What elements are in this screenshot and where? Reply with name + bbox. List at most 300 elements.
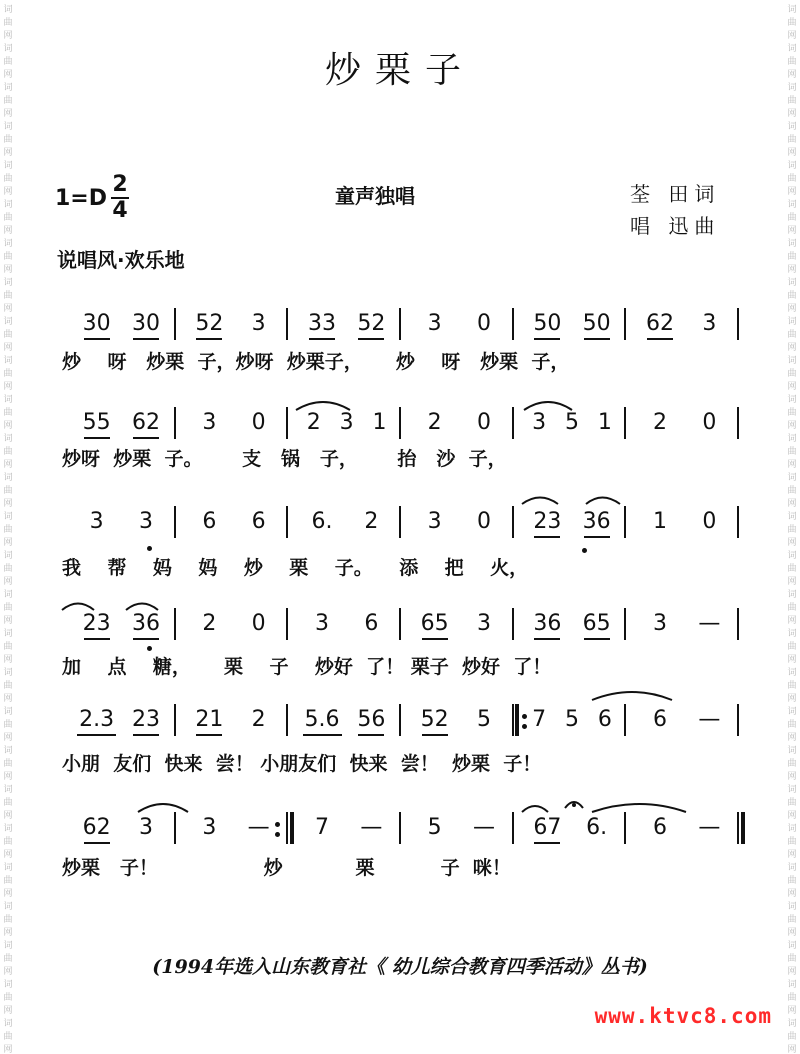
watermark-glyph: 网 xyxy=(787,772,797,782)
bar-line xyxy=(737,506,739,538)
bar-line xyxy=(174,608,176,640)
eighth-beam xyxy=(358,734,384,736)
note: 2 xyxy=(427,410,442,435)
watermark-glyph: 网 xyxy=(787,1045,797,1054)
watermark-glyph: 网 xyxy=(787,694,797,704)
bar-line xyxy=(737,407,739,439)
watermark-glyph: 网 xyxy=(3,460,13,470)
note: 2 xyxy=(306,410,321,435)
repeat-start-bar xyxy=(515,704,519,736)
watermark-glyph: 曲 xyxy=(787,213,797,223)
watermark-glyph: 曲 xyxy=(3,135,13,145)
eighth-beam xyxy=(303,734,342,736)
watermark-glyph: 曲 xyxy=(787,135,797,145)
note: 3 xyxy=(653,611,667,636)
watermark-glyph: 曲 xyxy=(787,681,797,691)
note: 33 xyxy=(308,311,336,336)
watermark-glyph: 词 xyxy=(787,200,797,210)
watermark-glyph: 曲 xyxy=(787,720,797,730)
watermark-glyph: 曲 xyxy=(787,18,797,28)
note: 0 xyxy=(477,311,491,336)
note: 5.6 xyxy=(304,707,340,732)
dash: — xyxy=(698,707,721,732)
dash: — xyxy=(247,815,270,840)
watermark-glyph: 词 xyxy=(3,122,13,132)
lyrics-line-4: 加 点 糖， 栗 子 炒好 了！ 栗子 炒好 了！ xyxy=(62,656,552,678)
slur xyxy=(592,804,686,812)
watermark-glyph: 曲 xyxy=(3,174,13,184)
watermark-glyph: 词 xyxy=(3,44,13,54)
fermata-dot xyxy=(572,803,576,807)
eighth-beam xyxy=(309,338,335,340)
note: 62 xyxy=(82,815,111,840)
watermark-glyph: 网 xyxy=(3,889,13,899)
watermark-glyph: 曲 xyxy=(3,798,13,808)
watermark-glyph: 曲 xyxy=(3,330,13,340)
note: 6 xyxy=(653,707,667,732)
dash: — xyxy=(360,815,383,840)
watermark-glyph: 词 xyxy=(3,746,13,756)
watermark-glyph: 词 xyxy=(787,5,797,15)
watermark-glyph: 词 xyxy=(787,278,797,288)
watermark-glyph: 网 xyxy=(3,109,13,119)
note: 62 xyxy=(132,410,160,435)
eighth-beam xyxy=(584,536,610,538)
watermark-glyph: 曲 xyxy=(787,174,797,184)
note: 3 xyxy=(477,611,491,636)
key-signature xyxy=(55,168,129,228)
bar-line xyxy=(286,407,288,439)
note: 36 xyxy=(582,509,611,534)
eighth-beam xyxy=(133,338,159,340)
note: 21 xyxy=(195,707,224,732)
note: 52 xyxy=(195,311,224,336)
watermark-glyph: 网 xyxy=(3,1045,13,1054)
note: 1 xyxy=(372,410,387,435)
eighth-beam xyxy=(77,734,116,736)
watermark-glyph: 曲 xyxy=(3,369,13,379)
song-title: 炒栗子 xyxy=(324,50,475,91)
watermark-glyph: 网 xyxy=(3,148,13,158)
watermark-glyph: 词 xyxy=(787,434,797,444)
bar-line xyxy=(399,506,401,538)
watermark-glyph: 网 xyxy=(3,616,13,626)
note: 3 xyxy=(532,410,547,435)
watermark-glyph: 网 xyxy=(787,109,797,119)
watermark-glyph: 曲 xyxy=(787,564,797,574)
watermark-glyph: 网 xyxy=(787,1006,797,1016)
watermark-glyph: 网 xyxy=(3,382,13,392)
time-numerator: 2 xyxy=(112,172,128,197)
note: 0 xyxy=(702,410,717,435)
watermark-glyph: 网 xyxy=(787,538,797,548)
watermark-glyph: 曲 xyxy=(3,291,13,301)
eighth-beam xyxy=(534,338,560,340)
note: 62 xyxy=(646,311,674,336)
eighth-beam xyxy=(584,638,610,640)
bar-line xyxy=(624,608,626,640)
note: 6 xyxy=(202,509,217,534)
bar-line xyxy=(512,308,514,340)
watermark-glyph: 词 xyxy=(3,473,13,483)
note: 6 xyxy=(364,611,379,636)
note: 2.3 xyxy=(79,707,115,732)
low-octave-dot xyxy=(582,548,587,553)
time-signature xyxy=(111,173,129,223)
watermark-glyph: 网 xyxy=(3,772,13,782)
watermark-glyph: 词 xyxy=(3,824,13,834)
watermark-glyph: 网 xyxy=(3,577,13,587)
eighth-beam xyxy=(133,638,159,640)
watermark-glyph: 网 xyxy=(3,538,13,548)
note: 2 xyxy=(202,611,217,636)
watermark-glyph: 词 xyxy=(787,707,797,717)
bar-line xyxy=(624,506,626,538)
watermark-glyph: 曲 xyxy=(3,681,13,691)
note: 5 xyxy=(477,707,491,732)
tempo-marking: 说唱风·欢乐地 xyxy=(57,248,185,272)
slur xyxy=(138,804,188,812)
note: 0 xyxy=(477,410,491,435)
note: 23 xyxy=(82,611,111,636)
note: 65 xyxy=(420,611,449,636)
eighth-beam xyxy=(133,437,159,439)
watermark-glyph: 曲 xyxy=(787,291,797,301)
note: 36 xyxy=(533,611,562,636)
watermark-glyph: 词 xyxy=(787,551,797,561)
watermark-glyph: 网 xyxy=(787,499,797,509)
watermark-glyph: 网 xyxy=(3,304,13,314)
bar-line xyxy=(286,812,288,844)
watermark-glyph: 词 xyxy=(787,902,797,912)
watermark-glyph: 词 xyxy=(3,434,13,444)
watermark-glyph: 词 xyxy=(787,785,797,795)
watermark-glyph: 网 xyxy=(787,655,797,665)
lyrics-line-6: 炒栗 子！ 炒 栗 子 咪！ xyxy=(62,857,511,879)
watermark-glyph: 曲 xyxy=(3,993,13,1003)
watermark-glyph: 网 xyxy=(3,811,13,821)
watermark-glyph: 曲 xyxy=(787,447,797,457)
lyricist-credit: 荃 田词 xyxy=(630,182,721,206)
watermark-glyph: 词 xyxy=(3,5,13,15)
watermark-glyph: 曲 xyxy=(3,720,13,730)
eighth-beam xyxy=(647,338,673,340)
watermark-glyph: 词 xyxy=(3,629,13,639)
eighth-beam xyxy=(196,338,222,340)
watermark-glyph: 词 xyxy=(3,200,13,210)
watermark-glyph: 网 xyxy=(3,1006,13,1016)
watermark-glyph: 词 xyxy=(787,122,797,132)
watermark-glyph: 词 xyxy=(3,707,13,717)
eighth-beam xyxy=(422,734,448,736)
eighth-beam xyxy=(584,338,610,340)
watermark-glyph: 网 xyxy=(3,967,13,977)
watermark-glyph: 词 xyxy=(3,512,13,522)
watermark-glyph: 曲 xyxy=(3,642,13,652)
watermark-glyph: 词 xyxy=(787,239,797,249)
watermark-glyph: 曲 xyxy=(787,252,797,262)
repeat-dot xyxy=(275,822,280,827)
watermark-glyph: 曲 xyxy=(787,954,797,964)
bar-line xyxy=(399,308,401,340)
watermark-glyph: 网 xyxy=(3,70,13,80)
watermark-glyph: 网 xyxy=(787,460,797,470)
watermark-glyph: 网 xyxy=(787,148,797,158)
watermark-glyph: 网 xyxy=(3,265,13,275)
watermark-glyph: 词 xyxy=(3,980,13,990)
bar-line xyxy=(174,704,176,736)
watermark-glyph: 曲 xyxy=(3,18,13,28)
watermark-glyph: 词 xyxy=(3,941,13,951)
watermark-glyph: 曲 xyxy=(3,525,13,535)
fermata xyxy=(565,802,583,808)
watermark-glyph: 词 xyxy=(787,356,797,366)
note: 5 xyxy=(565,410,579,435)
watermark-glyph: 网 xyxy=(787,850,797,860)
watermark-glyph: 曲 xyxy=(3,876,13,886)
watermark-glyph: 词 xyxy=(787,629,797,639)
note: 23 xyxy=(533,509,562,534)
bar-line xyxy=(174,812,176,844)
note: 50 xyxy=(533,311,562,336)
watermark-glyph: 网 xyxy=(3,421,13,431)
watermark-glyph: 曲 xyxy=(3,213,13,223)
bar-line xyxy=(624,308,626,340)
watermark-glyph: 词 xyxy=(787,1019,797,1029)
note: 23 xyxy=(132,707,160,732)
time-denominator: 4 xyxy=(112,198,128,223)
final-bar xyxy=(741,812,745,844)
watermark-glyph: 曲 xyxy=(3,603,13,613)
bar-line xyxy=(512,812,514,844)
watermark-glyph: 词 xyxy=(787,980,797,990)
watermark-glyph: 曲 xyxy=(3,915,13,925)
bar-line xyxy=(286,506,288,538)
note: 6 xyxy=(653,815,667,840)
watermark-glyph: 曲 xyxy=(787,798,797,808)
bar-line xyxy=(512,608,514,640)
watermark-glyph: 曲 xyxy=(3,486,13,496)
note: 6. xyxy=(311,509,333,534)
watermark-glyph: 词 xyxy=(787,863,797,873)
note: 7 xyxy=(315,815,329,840)
slur xyxy=(126,604,158,611)
watermark-glyph: 词 xyxy=(3,83,13,93)
note: 3 xyxy=(139,815,153,840)
watermark-glyph: 词 xyxy=(787,512,797,522)
bar-line xyxy=(737,812,739,844)
watermark-glyph: 曲 xyxy=(787,369,797,379)
note: 3 xyxy=(339,410,354,435)
note: 3 xyxy=(702,311,717,336)
watermark-glyph: 网 xyxy=(787,304,797,314)
note: 50 xyxy=(582,311,611,336)
note: 3 xyxy=(427,509,442,534)
key-label: 1=D xyxy=(55,185,108,211)
note: 3 xyxy=(89,509,104,534)
note: 2 xyxy=(364,509,379,534)
watermark-glyph: 词 xyxy=(787,317,797,327)
note: 55 xyxy=(82,410,111,435)
eighth-beam xyxy=(422,638,448,640)
note: 0 xyxy=(702,509,717,534)
dash: — xyxy=(698,611,721,636)
watermark-glyph: 曲 xyxy=(787,486,797,496)
watermark-glyph: 词 xyxy=(3,902,13,912)
note: 52 xyxy=(357,311,386,336)
watermark-glyph: 网 xyxy=(787,733,797,743)
watermark-glyph: 网 xyxy=(787,811,797,821)
slur xyxy=(522,806,548,812)
note: 30 xyxy=(132,311,160,336)
eighth-beam xyxy=(84,437,110,439)
note: 36 xyxy=(132,611,160,636)
eighth-beam xyxy=(133,734,159,736)
note: 3 xyxy=(139,509,153,534)
watermark-glyph: 曲 xyxy=(787,642,797,652)
bar-line xyxy=(512,407,514,439)
watermark-column-right xyxy=(784,0,800,1054)
note: 7 xyxy=(532,707,547,732)
bar-line xyxy=(286,608,288,640)
lyrics-line-1: 炒 呀 炒栗 子，炒呀 炒栗子， 炒 呀 炒栗 子， xyxy=(62,351,570,373)
watermark-glyph: 网 xyxy=(3,343,13,353)
watermark-glyph: 词 xyxy=(787,590,797,600)
bar-line xyxy=(512,506,514,538)
note: 0 xyxy=(477,509,491,534)
slur xyxy=(524,402,572,410)
note: 1 xyxy=(653,509,667,534)
low-octave-dot xyxy=(147,546,152,551)
note: 2 xyxy=(653,410,667,435)
note: 3 xyxy=(315,611,329,636)
bar-line xyxy=(399,407,401,439)
eighth-beam xyxy=(534,638,560,640)
watermark-glyph: 曲 xyxy=(787,1032,797,1042)
watermark-glyph: 词 xyxy=(787,473,797,483)
watermark-glyph: 网 xyxy=(787,226,797,236)
slur xyxy=(522,498,558,505)
watermark-glyph: 网 xyxy=(787,343,797,353)
watermark-glyph: 网 xyxy=(787,889,797,899)
bar-line xyxy=(624,812,626,844)
watermark-glyph: 词 xyxy=(787,824,797,834)
watermark-glyph: 曲 xyxy=(787,96,797,106)
bar-line xyxy=(286,704,288,736)
lyrics-line-2: 炒呀 炒栗 子。 支 锅 子， 抬 沙 子， xyxy=(62,448,507,470)
watermark-glyph: 网 xyxy=(3,850,13,860)
watermark-glyph: 曲 xyxy=(787,330,797,340)
watermark-glyph: 词 xyxy=(3,1019,13,1029)
note: 5 xyxy=(427,815,442,840)
eighth-beam xyxy=(84,638,110,640)
watermark-glyph: 网 xyxy=(787,265,797,275)
bar-line xyxy=(624,704,626,736)
note: 1 xyxy=(597,410,612,435)
watermark-glyph: 曲 xyxy=(3,564,13,574)
watermark-glyph: 曲 xyxy=(787,837,797,847)
note: 5 xyxy=(565,707,579,732)
watermark-glyph: 词 xyxy=(3,785,13,795)
note: 6 xyxy=(251,509,266,534)
watermark-glyph: 曲 xyxy=(787,525,797,535)
note: 3 xyxy=(251,311,266,336)
slur xyxy=(296,402,350,410)
note: 3 xyxy=(202,815,217,840)
bar-line xyxy=(399,608,401,640)
watermark-glyph: 曲 xyxy=(787,603,797,613)
bar-line xyxy=(399,704,401,736)
note: 3 xyxy=(202,410,217,435)
note: 30 xyxy=(82,311,111,336)
eighth-beam xyxy=(358,338,384,340)
performer-label: 童声独唱 xyxy=(335,184,415,208)
note: 6. xyxy=(586,815,608,840)
bar-line xyxy=(174,506,176,538)
watermark-glyph: 网 xyxy=(787,70,797,80)
watermark-glyph: 网 xyxy=(787,928,797,938)
note: 52 xyxy=(420,707,449,732)
note: 0 xyxy=(251,611,266,636)
low-octave-dot xyxy=(147,646,152,651)
watermark-glyph: 词 xyxy=(3,551,13,561)
lyrics-line-5: 小朋 友们 快来 尝！ 小朋友们 快来 尝！ 炒栗 子！ xyxy=(62,753,542,775)
watermark-glyph: 曲 xyxy=(3,252,13,262)
watermark-glyph: 词 xyxy=(787,941,797,951)
website-watermark: www.ktvc8.com xyxy=(594,1004,772,1028)
eighth-beam xyxy=(84,842,110,844)
watermark-glyph: 词 xyxy=(787,746,797,756)
watermark-glyph: 曲 xyxy=(3,57,13,67)
watermark-glyph: 网 xyxy=(787,967,797,977)
watermark-glyph: 网 xyxy=(3,187,13,197)
watermark-glyph: 曲 xyxy=(787,57,797,67)
note: 2 xyxy=(251,707,266,732)
bar-line xyxy=(174,407,176,439)
watermark-glyph: 词 xyxy=(787,161,797,171)
final-bar xyxy=(290,812,294,844)
watermark-glyph: 曲 xyxy=(787,993,797,1003)
watermark-glyph: 曲 xyxy=(787,408,797,418)
bar-line xyxy=(512,704,514,736)
watermark-glyph: 曲 xyxy=(787,876,797,886)
watermark-glyph: 词 xyxy=(3,356,13,366)
watermark-glyph: 词 xyxy=(787,668,797,678)
repeat-dot xyxy=(522,724,527,729)
watermark-glyph: 曲 xyxy=(787,915,797,925)
watermark-glyph: 网 xyxy=(787,421,797,431)
watermark-glyph: 词 xyxy=(3,239,13,249)
watermark-glyph: 曲 xyxy=(3,954,13,964)
bar-line xyxy=(737,704,739,736)
slur xyxy=(62,604,94,611)
watermark-glyph: 曲 xyxy=(3,408,13,418)
bar-line xyxy=(737,308,739,340)
note: 3 xyxy=(427,311,442,336)
watermark-glyph: 曲 xyxy=(787,759,797,769)
footnote: (1994年选入山东教育社《 幼儿综合教育四季活动》丛书) xyxy=(152,956,648,978)
watermark-glyph: 网 xyxy=(3,694,13,704)
note: 65 xyxy=(582,611,611,636)
watermark-glyph: 词 xyxy=(3,317,13,327)
watermark-column-left xyxy=(0,0,16,1054)
watermark-glyph: 网 xyxy=(787,187,797,197)
bar-line xyxy=(737,608,739,640)
eighth-beam xyxy=(534,842,560,844)
watermark-glyph: 网 xyxy=(3,31,13,41)
composer-credit: 唱 迅曲 xyxy=(630,214,721,238)
eighth-beam xyxy=(196,734,222,736)
